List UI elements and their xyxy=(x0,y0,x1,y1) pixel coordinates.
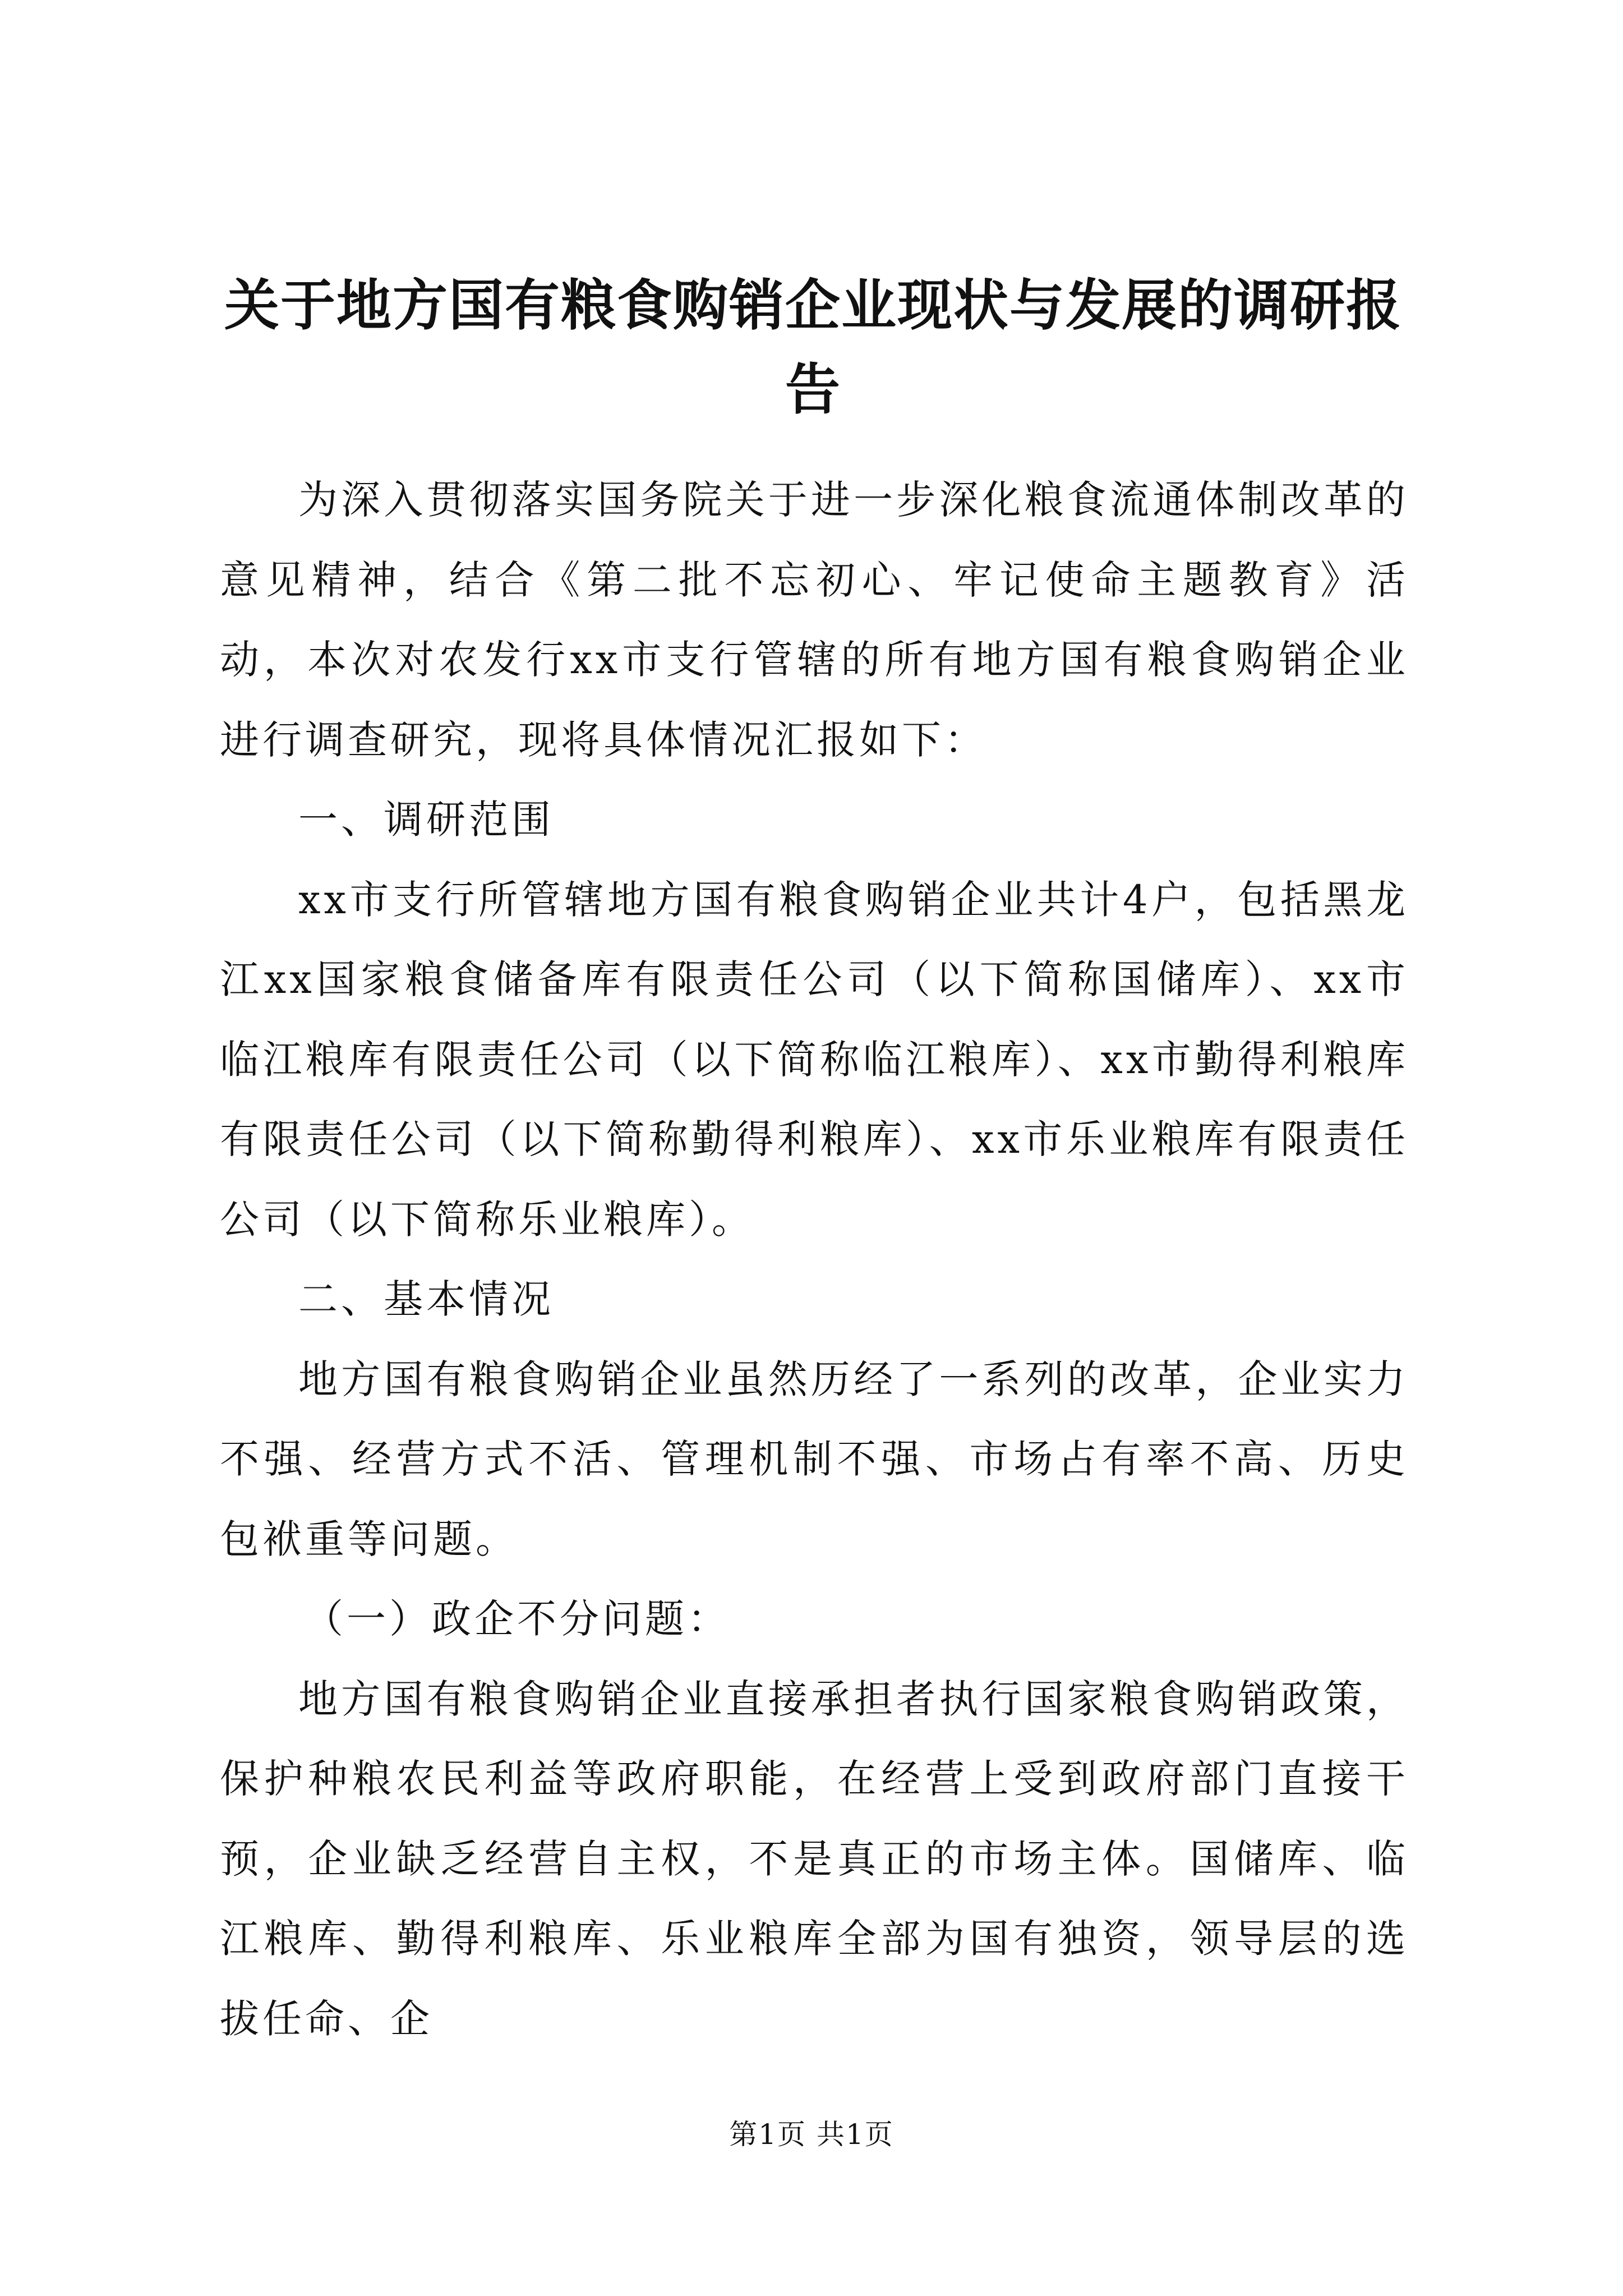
subsection-heading-government-enterprise: （一）政企不分问题： xyxy=(304,1596,730,1642)
intro-paragraph: 为深入贯彻落实国务院关于进一步深化粮食流通体制改革的意见精神，结合《第二批不忘初心、牢记使命主题教育》活动，本次对农发行xx市支行管辖的所有地方国有粮食购销企业进行调查研究，现将具体情况汇报如下： xyxy=(220,477,1409,763)
page-footer: 第1页 共1页 xyxy=(729,2118,894,2151)
section-heading-scope: 一、调研范围 xyxy=(298,797,554,843)
scope-paragraph: xx市支行所管辖地方国有粮食购销企业共计4户，包括黑龙江xx国家粮食储备库有限责任公司（以下简称国储库）、xx市临江粮库有限责任公司（以下简称临江粮库）、xx市勤得利粮库有限责任公司（以下简称勤得利粮库）、xx市乐业粮库有限责任公司（以下简称乐业粮库）。 xyxy=(220,876,1409,1243)
section-heading-basic-situation: 二、基本情况 xyxy=(298,1276,554,1322)
document-title: 关于地方国有粮食购销企业现状与发展的调研报告 xyxy=(224,273,1402,422)
government-enterprise-paragraph: 地方国有粮食购销企业直接承担者执行国家粮食购销政策，保护种粮农民利益等政府职能，在经营上受到政府部门直接干预，企业缺乏经营自主权，不是真正的市场主体。国储库、临江粮库、勤得利粮库、乐业粮库全部为国有独资，领导层的选拔任命、企 xyxy=(220,1676,1409,2042)
basic-situation-paragraph: 地方国有粮食购销企业虽然历经了一系列的改革，企业实力不强、经营方式不活、管理机制不强、市场占有率不高、历史包袱重等问题。 xyxy=(220,1356,1409,1562)
document-body xyxy=(220,460,1409,2059)
